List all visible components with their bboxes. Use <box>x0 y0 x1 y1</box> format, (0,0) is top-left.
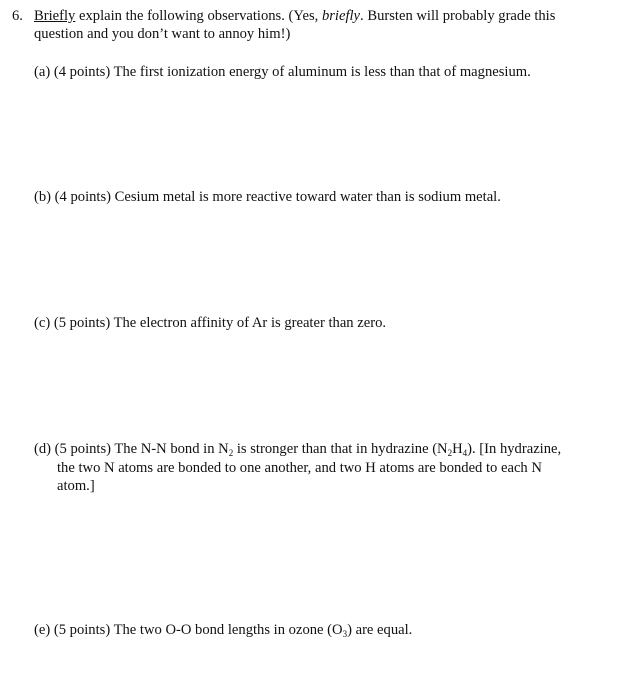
emphasis-briefly-italic: briefly <box>321 8 361 24</box>
question-line-2: question and you don’t want to annoy him!) <box>34 26 291 42</box>
subscript: 2 <box>447 448 453 458</box>
subscript: 3 <box>342 629 348 639</box>
part-d-line-3: atom.] <box>57 478 95 494</box>
part-c: (c) (5 points) The electron affinity of Ar is greater than zero. <box>34 315 387 331</box>
part-b: (b) (4 points) Cesium metal is more reactive toward water than is sodium metal. <box>34 189 501 205</box>
part-a: (a) (4 points) The first ionization energy of aluminum is less than that of magnesium. <box>34 64 531 80</box>
subscript: 2 <box>228 448 234 458</box>
part-d-line-1: (d) (5 points) The N-N bond in $N_2$ is stronger than that in hydrazine $(N_2H_4)$. [In hydrazine, <box>34 441 562 458</box>
part-e: (e) (5 points) The two O-O bond lengths in ozone $(O_3)$ are equal. <box>34 622 413 639</box>
question-prompt <box>34 7 609 43</box>
part-d-line-2: the two N atoms are bonded to one another, and two H atoms are bonded to each N <box>57 460 542 476</box>
subscript: 4 <box>462 448 468 458</box>
emphasis-briefly: Briefly <box>34 8 76 24</box>
question-number: 6. <box>12 8 23 24</box>
question-line-1: Briefly explain the following observations. (Yes, briefly. Bursten will probably grade this <box>34 8 556 24</box>
